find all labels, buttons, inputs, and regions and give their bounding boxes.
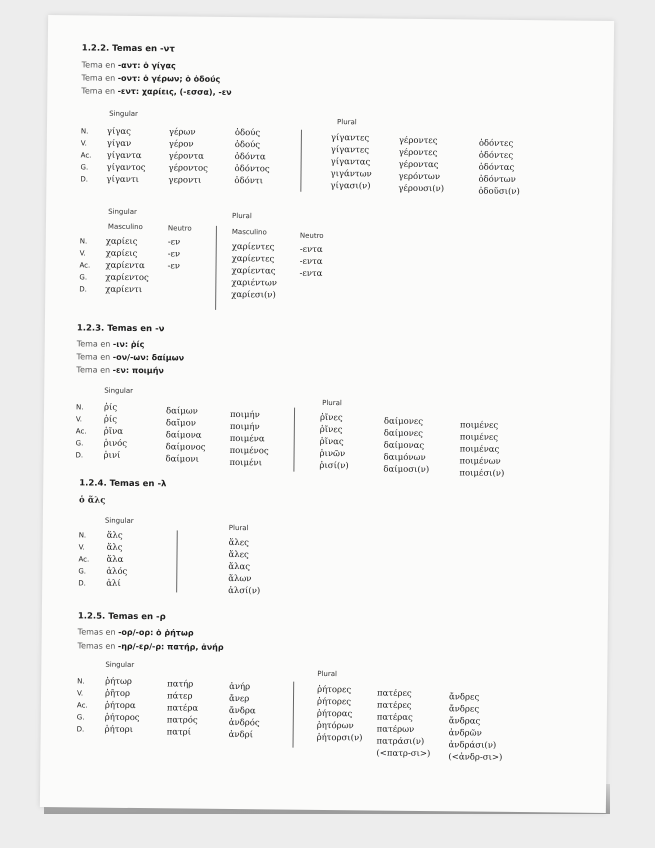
section-title-123: 1.2.3. Temas en -ν [76, 323, 165, 335]
paradigm-column: ἅλες ἅλες ἅλας ἅλων ἁλσί(ν) [228, 537, 261, 597]
paradigm-column: ῥίς ῥίς ῥῖνα ῥινός ῥινί [103, 402, 128, 461]
singular-header: Singular [105, 660, 135, 669]
paradigm-column: δαίμων δαῖμον δαίμονα δαίμονος δαίμονι [165, 406, 206, 465]
plural-header: Plural [337, 118, 357, 127]
neuter-header: Neutro [167, 224, 192, 233]
rule-line: Tema en -αντ: ὁ γίγας [81, 60, 176, 71]
paradigm-column: ῥήτορες ῥήτορες ῥήτορας ῥητόρων ῥήτορσι(ν) [316, 684, 363, 744]
example-word: ὁ ἅλς [79, 495, 106, 506]
paradigm-column: ἀνήρ ἄνερ ἄνδρα ἀνδρός ἀνδρί [228, 681, 260, 741]
rule-line: Tema en -ιν: ῥίς [76, 339, 145, 350]
paradigm-column: δαίμονες δαίμονες δαίμονας δαιμόνων δαίμοσι(ν) [383, 416, 430, 476]
case-labels: N. V. Ac. G. D. [79, 237, 91, 294]
rule-line: Tema en -ον/-ων: δαίμων [76, 352, 185, 363]
divider [293, 682, 295, 748]
plural-header: Plural [232, 211, 252, 221]
paradigm-column: γέροντες γέροντες γέροντας γερόντων γέρουσι(ν) [398, 135, 445, 195]
paradigm-column: ῥῖνες ῥῖνες ῥῖνας ῥινῶν ῥισί(ν) [319, 412, 349, 472]
paradigm-column: χαρίεις χαρίεις χαρίεντα χαρίεντος χαρίεντι [105, 236, 149, 296]
paradigm-column: πατήρ πάτερ πατέρα πατρός πατρί [166, 679, 199, 738]
divider [293, 408, 295, 472]
plural-header: Plural [322, 398, 342, 408]
divider [176, 530, 178, 592]
case-labels: N. V. Ac. G. D. [76, 677, 88, 734]
paradigm-column: ποιμήν ποιμήν ποιμένα ποιμένος ποιμένι [229, 409, 269, 469]
paradigm-column: -εντα -εντα -εντα [299, 244, 323, 279]
paradigm-column: ὀδόντες ὀδόντες ὀδόντας ὀδόντων ὀδοῦσι(ν) [478, 138, 520, 198]
masculine-header: Masculino [107, 222, 143, 232]
paradigm-column: γέρων γέρον γέροντα γέροντος γεροντι [168, 127, 208, 186]
singular-header: Singular [108, 207, 137, 216]
case-labels: N. V. Ac. G. D. [78, 531, 90, 588]
rule-line: Tema en -εντ: χαρίεις, (-εσσα), -εν [81, 86, 232, 97]
paradigm-column: ποιμένες ποιμένες ποιμένας ποιμένων ποιμέσι(ν) [459, 420, 505, 479]
rule-line: Tema en -οντ: ὁ γέρων; ὁ ὀδούς [81, 73, 221, 84]
section-title-124: 1.2.4. Temas en -λ [79, 478, 167, 490]
neuter-header: Neutro [299, 231, 324, 240]
paradigm-column: ἅλς ἅλς ἅλα ἁλός ἁλί [106, 530, 128, 589]
plural-header: Plural [317, 669, 338, 679]
rule-line: Temas en -ορ/-ορ: ὁ ῥήτωρ [77, 627, 194, 638]
case-labels: N. V. Ac. G. D. [80, 127, 92, 184]
singular-header: Singular [109, 109, 139, 119]
paradigm-column: χαρίεντες χαρίεντες χαρίεντας χαριέντων χαρίεσι(ν) [231, 241, 278, 301]
paradigm-column: ῥήτωρ ῥῆτορ ῥήτορα ῥήτορος ῥήτορι [104, 676, 140, 735]
paradigm-column: ἄνδρες ἄνδρες ἄνδρας ἀνδρῶν ἀνδράσι(ν) (<ἀνδρ-σι>) [448, 692, 503, 763]
section-title-125: 1.2.5. Temas en -ρ [77, 611, 166, 623]
paradigm-column: γίγαντες γίγαντες γίγαντας γιγάντων γίγασι(ν) [330, 133, 372, 192]
singular-header: Singular [104, 516, 134, 525]
divider [215, 226, 217, 310]
document-page [40, 15, 614, 813]
paradigm-column: γίγας γίγαν γίγαντα γίγαντος γίγαντι [106, 126, 146, 186]
plural-header: Plural [228, 523, 249, 533]
paradigm-column: πατέρες πατέρες πατέρας πατέρων πατράσι(ν) (<πατρ-σι>) [376, 688, 431, 760]
masculine-header: Masculino [231, 227, 267, 237]
section-title-122: 1.2.2. Temas en -ντ [81, 43, 175, 55]
singular-header: Singular [104, 386, 134, 395]
paradigm-column: -εν -εν -εν [167, 237, 181, 272]
case-labels: N. V. Ac. G. D. [75, 403, 87, 460]
divider [300, 130, 302, 192]
rule-line: Temas en -ηρ/-ερ/-ρ: πατήρ, ἀνήρ [77, 641, 224, 652]
rule-line: Tema en -εν: ποιμήν [76, 365, 164, 376]
paradigm-column: ὀδούς ὀδούς ὀδόντα ὀδόντος ὀδόντι [234, 128, 270, 187]
